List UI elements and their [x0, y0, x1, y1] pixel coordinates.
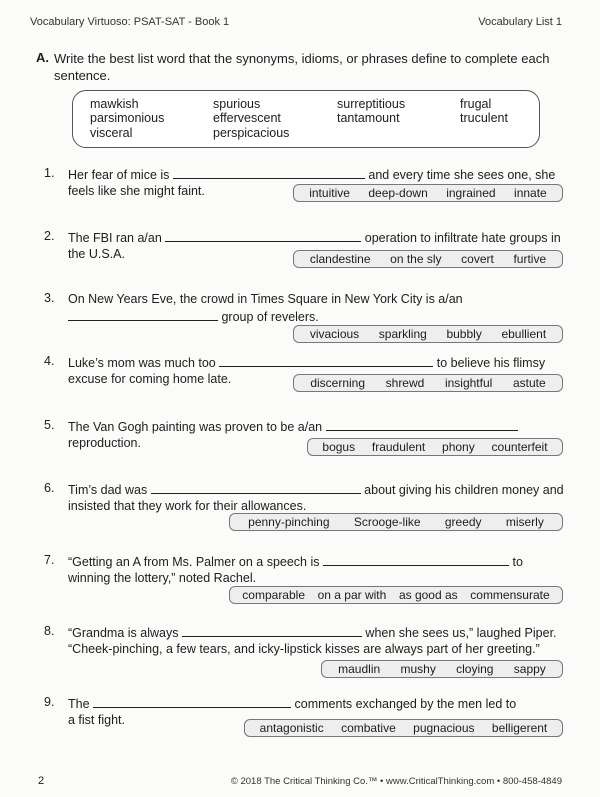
- synonym: greedy: [444, 515, 482, 529]
- synonym: Scrooge-like: [353, 515, 421, 529]
- question-text: Tim’s dad was: [68, 483, 148, 497]
- answer-blank[interactable]: [182, 624, 362, 637]
- header-book-title: Vocabulary Virtuoso: PSAT-SAT - Book 1: [30, 16, 230, 28]
- synonym: penny-pinching: [248, 515, 330, 529]
- synonym: on the sly: [390, 252, 442, 266]
- synonym: fraudulent: [371, 440, 426, 454]
- question-text: Luke’s mom was much too: [68, 356, 216, 370]
- synonym: shrewd: [385, 376, 425, 390]
- question-text: and every time she sees one, she: [368, 168, 556, 182]
- synonym-box: [307, 438, 563, 456]
- synonym: ingrained: [446, 186, 496, 200]
- answer-blank[interactable]: [326, 418, 518, 431]
- question-text: On New Years Eve, the crowd in Times Square in New York City is a/an: [68, 292, 463, 306]
- synonym: comparable: [242, 588, 305, 602]
- synonym: clandestine: [309, 252, 371, 266]
- synonym: covert: [461, 252, 494, 266]
- word-bank-item: tantamount: [337, 111, 400, 125]
- synonym: furtive: [513, 252, 547, 266]
- synonym-box: [293, 325, 563, 343]
- question-text: to: [512, 555, 523, 569]
- word-bank-item: mawkish: [90, 97, 139, 111]
- synonym-box: [321, 660, 563, 678]
- synonym: sparkling: [378, 327, 427, 341]
- question-text: insisted that they work for their allowances.: [68, 499, 307, 513]
- word-bank-item: perspicacious: [213, 126, 290, 140]
- word-bank-item: frugal: [460, 97, 492, 111]
- question-text: the U.S.A.: [68, 247, 125, 261]
- word-bank-item: spurious: [213, 97, 261, 111]
- synonym-box: [229, 586, 563, 604]
- synonym-box: [293, 184, 563, 202]
- synonym: phony: [442, 440, 475, 454]
- word-bank-item: surreptitious: [337, 97, 406, 111]
- question-text: feels like she might faint.: [68, 184, 205, 198]
- answer-blank[interactable]: [93, 695, 291, 708]
- synonym: miserly: [505, 515, 544, 529]
- synonym: ebullient: [501, 327, 547, 341]
- synonym: cloying: [456, 662, 494, 676]
- question-text: about giving his children money and: [364, 483, 564, 497]
- synonym: mushy: [400, 662, 436, 676]
- synonym: antagonistic: [259, 721, 324, 735]
- copyright-footer: © 2018 The Critical Thinking Co.™ • www.CriticalThinking.com • 800-458-4849: [230, 776, 562, 787]
- question-text: when she sees us,” laughed Piper.: [365, 626, 557, 640]
- question-number: 5.: [44, 418, 55, 432]
- question-number: 2.: [44, 229, 55, 243]
- question-text: The: [68, 697, 90, 711]
- synonym: commensurate: [470, 588, 550, 602]
- question-text: “Getting an A from Ms. Palmer on a speech is: [68, 555, 320, 569]
- synonym: astute: [512, 376, 546, 390]
- page-number: 2: [38, 775, 45, 787]
- answer-blank[interactable]: [219, 354, 433, 367]
- answer-blank[interactable]: [173, 166, 365, 179]
- word-bank-item: parsimonious: [90, 111, 165, 125]
- question-number: 6.: [44, 481, 55, 495]
- word-bank: [72, 90, 540, 148]
- question-text: reproduction.: [68, 436, 141, 450]
- word-bank-item: effervescent: [213, 111, 281, 125]
- question-number: 4.: [44, 354, 55, 368]
- answer-blank[interactable]: [68, 308, 218, 321]
- synonym: insightful: [444, 376, 493, 390]
- question-text: group of revelers.: [221, 310, 319, 324]
- synonym: vivacious: [309, 327, 360, 341]
- question-text: operation to infiltrate hate groups in: [364, 231, 561, 245]
- question-text: Her fear of mice is: [68, 168, 170, 182]
- synonym-box: [229, 513, 563, 531]
- question-text: The Van Gogh painting was proven to be a/an: [68, 420, 323, 434]
- question-number: 7.: [44, 553, 55, 567]
- synonym: pugnacious: [413, 721, 475, 735]
- synonym: discerning: [310, 376, 366, 390]
- question-number: 1.: [44, 166, 55, 180]
- answer-blank[interactable]: [151, 481, 361, 494]
- section-letter: A.: [36, 50, 49, 65]
- synonym: sappy: [513, 662, 546, 676]
- header-list-title: Vocabulary List 1: [478, 16, 562, 28]
- synonym: innate: [514, 186, 547, 200]
- synonym: belligerent: [491, 721, 548, 735]
- synonym: maudlin: [338, 662, 381, 676]
- section-instruction: Write the best list word that the synonyms, idioms, or phrases define to complete each sentence.: [54, 51, 550, 83]
- question-text: The FBI ran a/an: [68, 231, 162, 245]
- question-text: to believe his flimsy: [436, 356, 546, 370]
- synonym: counterfeit: [491, 440, 548, 454]
- synonym-box: [293, 374, 563, 392]
- word-bank-item: visceral: [90, 126, 133, 140]
- synonym: intuitive: [309, 186, 350, 200]
- question-text: “Grandma is always: [68, 626, 179, 640]
- question-number: 9.: [44, 695, 55, 709]
- question-text: comments exchanged by the men led to: [294, 697, 517, 711]
- question-text: excuse for coming home late.: [68, 372, 232, 386]
- synonym: bubbly: [446, 327, 482, 341]
- synonym: combative: [341, 721, 396, 735]
- synonym: deep-down: [368, 186, 428, 200]
- word-bank-item: truculent: [460, 111, 508, 125]
- synonym-box: [244, 719, 563, 737]
- synonym: bogus: [322, 440, 356, 454]
- answer-blank[interactable]: [165, 229, 361, 242]
- answer-blank[interactable]: [323, 553, 509, 566]
- question-number: 8.: [44, 624, 55, 638]
- synonym: on a par with: [317, 588, 387, 602]
- synonym-box: [293, 250, 563, 268]
- question-number: 3.: [44, 291, 55, 305]
- synonym: as good as: [398, 588, 458, 602]
- question-text: winning the lottery,” noted Rachel.: [68, 571, 257, 585]
- question-text: “Cheek-pinching, a few tears, and icky-lipstick kisses are always part of her greeting.”: [68, 642, 540, 656]
- question-text: a fist fight.: [68, 713, 125, 727]
